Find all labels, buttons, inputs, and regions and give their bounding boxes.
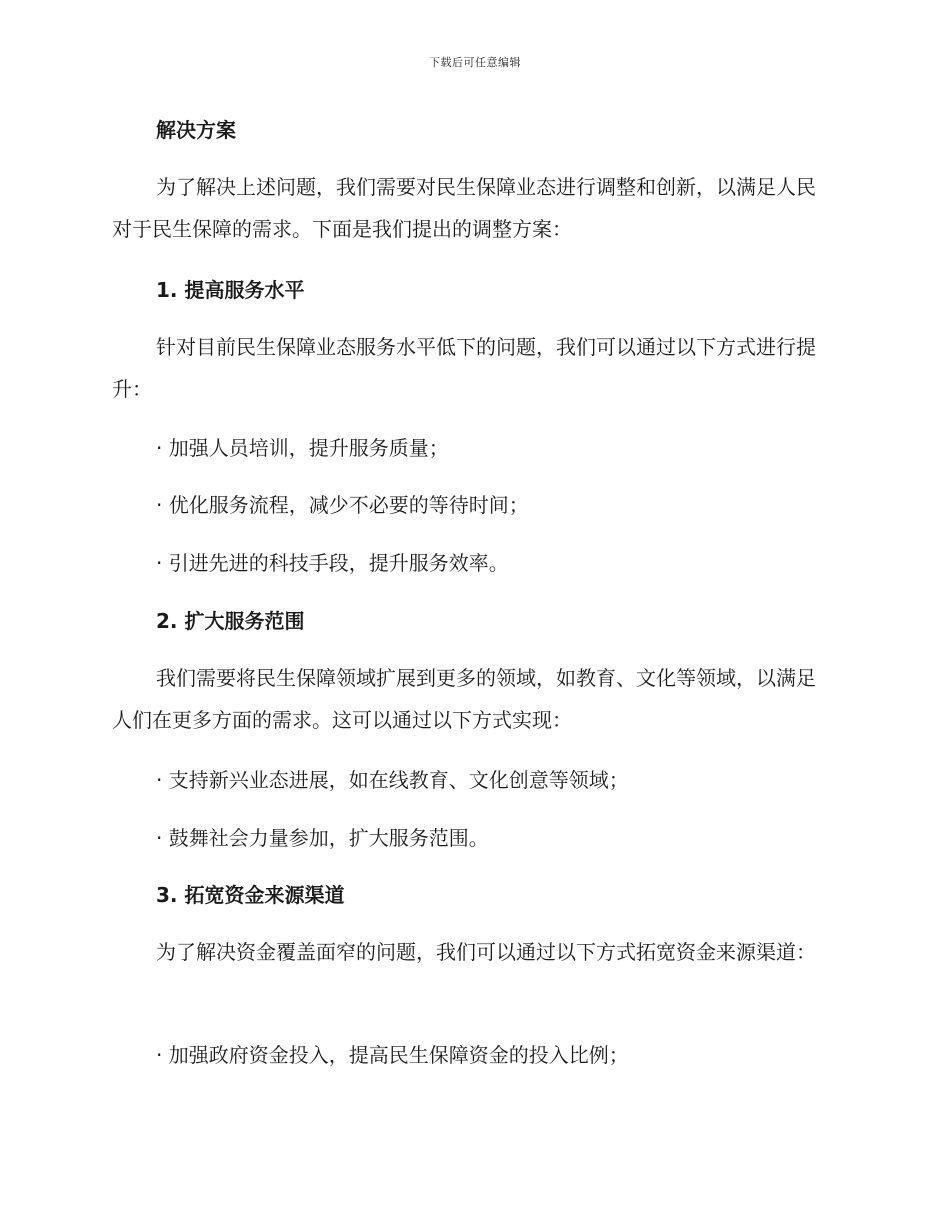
item-2-bullet-1: · 支持新兴业态进展，如在线教育、文化创意等领域； [156, 768, 629, 792]
item-2-paragraph: 我们需要将民生保障领域扩展到更多的领域，如教育、文化等领域，以满足人们在更多方面的需求。这可以通过以下方式实现： [112, 666, 816, 732]
item-3-heading: 3. 拓宽资金来源渠道 [156, 883, 345, 907]
item-3-bullet-1: · 加强政府资金投入，提高民生保障资金的投入比例； [156, 1043, 629, 1067]
item-2-bullet-2: · 鼓舞社会力量参加，扩大服务范围。 [156, 826, 489, 850]
intro-paragraph: 为了解决上述问题，我们需要对民生保障业态进行调整和创新，以满足人民对于民生保障的需求。下面是我们提出的调整方案： [112, 175, 816, 241]
item-1-paragraph: 针对目前民生保障业态服务水平低下的问题，我们可以通过以下方式进行提升： [112, 335, 816, 401]
page-header-note: 下载后可任意编辑 [429, 56, 521, 69]
item-1-bullet-2: · 优化服务流程，减少不必要的等待时间； [156, 493, 529, 517]
item-1-bullet-1: · 加强人员培训，提升服务质量； [156, 436, 449, 460]
item-2-heading: 2. 扩大服务范围 [156, 609, 305, 633]
section-title: 解决方案 [156, 118, 236, 142]
item-3-paragraph: 为了解决资金覆盖面窄的问题，我们可以通过以下方式拓宽资金来源渠道： [156, 940, 816, 964]
item-1-heading: 1. 提高服务水平 [156, 278, 305, 302]
item-1-bullet-3: · 引进先进的科技手段，提升服务效率。 [156, 551, 509, 575]
